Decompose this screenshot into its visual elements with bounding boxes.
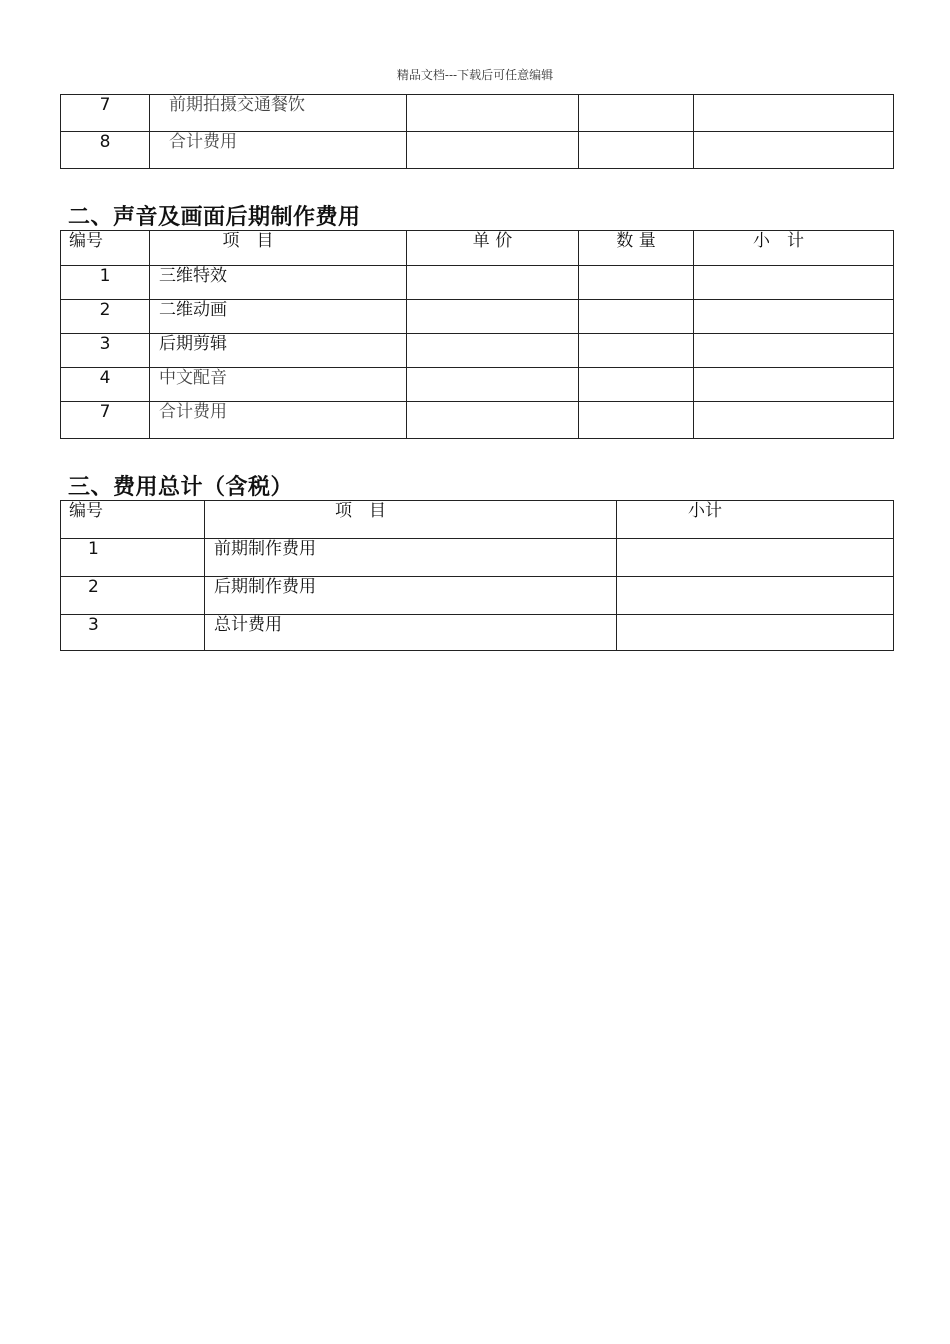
row-item: 前期制作费用 [205,539,617,577]
row-subtotal[interactable] [694,132,894,169]
postproduction-cost-table [60,230,894,439]
table-row [61,266,894,300]
row-number: 2 [61,300,150,334]
row-subtotal[interactable] [694,334,894,368]
table-row [61,402,894,439]
table-row [61,132,894,169]
table-row [61,615,894,651]
row-price[interactable] [407,300,579,334]
row-subtotal[interactable] [694,95,894,132]
row-subtotal[interactable] [617,577,894,615]
row-price[interactable] [407,132,579,169]
row-item: 中文配音 [150,368,407,402]
row-qty[interactable] [579,402,694,439]
table-row [61,577,894,615]
preproduction-cost-table [60,94,894,169]
row-subtotal[interactable] [694,402,894,439]
row-price[interactable] [407,95,579,132]
header-subtotal: 小计 [617,501,894,539]
row-number: 7 [61,402,150,439]
row-price[interactable] [407,334,579,368]
row-subtotal[interactable] [694,368,894,402]
row-number: 4 [61,368,150,402]
row-item: 后期剪辑 [150,334,407,368]
row-subtotal[interactable] [617,539,894,577]
header-qty: 数 量 [579,231,694,266]
row-price[interactable] [407,368,579,402]
row-qty[interactable] [579,132,694,169]
row-qty[interactable] [579,334,694,368]
row-number: 1 [61,539,205,577]
row-qty[interactable] [579,95,694,132]
row-item: 总计费用 [205,615,617,651]
table-header-row [61,501,894,539]
row-qty[interactable] [579,300,694,334]
total-cost-table [60,500,894,651]
table-row [61,95,894,132]
row-number: 2 [61,577,205,615]
row-number: 8 [61,132,150,169]
table-row [61,300,894,334]
section-3-title: 三、费用总计（含税） [68,475,294,500]
header-subtotal: 小 计 [694,231,894,266]
table-row [61,368,894,402]
header-number: 编号 [61,231,150,266]
row-qty[interactable] [579,266,694,300]
row-subtotal[interactable] [694,300,894,334]
header-item: 项 目 [150,231,407,266]
row-subtotal[interactable] [617,615,894,651]
row-number: 1 [61,266,150,300]
table-header-row [61,231,894,266]
row-subtotal[interactable] [694,266,894,300]
row-number: 3 [61,334,150,368]
row-item: 三维特效 [150,266,407,300]
row-item: 合计费用 [150,132,407,169]
header-item: 项 目 [205,501,617,539]
row-item: 后期制作费用 [205,577,617,615]
header-price: 单 价 [407,231,579,266]
row-item: 二维动画 [150,300,407,334]
table-row [61,334,894,368]
row-price[interactable] [407,402,579,439]
row-item: 合计费用 [150,402,407,439]
row-number: 7 [61,95,150,132]
row-qty[interactable] [579,368,694,402]
page-header: 精品文档---下载后可任意编辑 [396,68,554,82]
section-2-title: 二、声音及画面后期制作费用 [68,205,361,230]
row-price[interactable] [407,266,579,300]
header-number: 编号 [61,501,205,539]
row-number: 3 [61,615,205,651]
row-item: 前期拍摄交通餐饮 [150,95,407,132]
table-row [61,539,894,577]
